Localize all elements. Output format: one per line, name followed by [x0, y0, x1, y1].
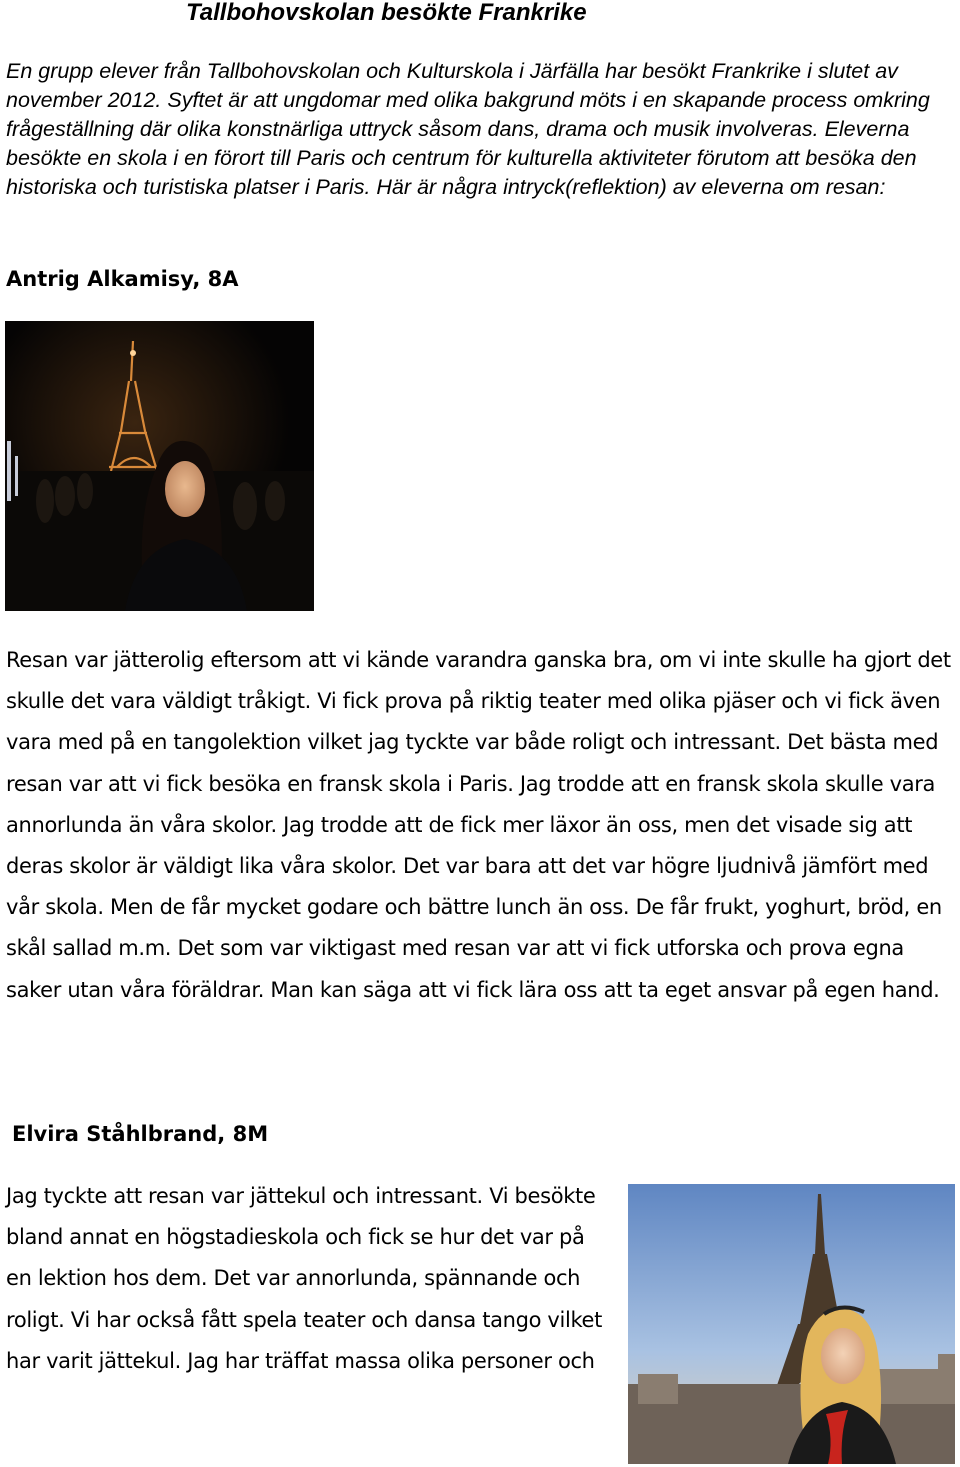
section-heading-elvira: Elvira Ståhlbrand, 8M [12, 1122, 269, 1146]
article-intro: En grupp elever från Tallbohovskolan och Kulturskola i Järfälla har besökt Frankrike i slutet av november 2012. Syftet är att ungdomar med olika bakgrund möts i en skapande process omkring frågeställning där olika konstnärliga uttryck såsom dans, drama och musik involveras. Eleverna besökte en skola i en förort till Paris och centrum för kulturella aktiviteter förutom att besöka den historiska och turistiska platser i Paris. Här är några intryck(reflektion) av eleverna om resan: [6, 59, 930, 199]
section-text-elvira: Jag tyckte att resan var jättekul och intressant. Vi besökte bland annat en högstadieskola och fick se hur det var på en lektion hos dem. Det var annorlunda, spännande och roligt. Vi har också fått spela teater och dansa tango vilket har varit jättekul. Jag har träffat massa olika personer och [6, 1184, 602, 1373]
night-eiffel-tower-photo [5, 321, 314, 611]
section-text-antrig: Resan var jätterolig eftersom att vi kände varandra ganska bra, om vi inte skulle ha gjort det skulle det vara väldigt tråkigt. Vi fick prova på riktig teater med olika pjäser och vi fick även vara med på en tangolektion vilket jag tyckte var både roligt och intressant. Det bästa med resan var att vi fick besöka en fransk skola i Paris. Jag trodde att en fransk skola skulle vara annorlunda än våra skolor. Jag trodde att de fick mer läxor än oss, men det visade sig att deras skolor är väldigt lika våra skolor. Det var bara att det var högre ljudnivå jämfört med vår skola. Men de får mycket godare och bättre lunch än oss. De får frukt, yoghurt, bröd, en skål sallad m.m. Det som var viktigast med resan var att vi fick utforska och prova egna saker utan våra föräldrar. Man kan säga att vi fick lära oss att ta eget ansvar på egen hand. [6, 648, 951, 1002]
daytime-eiffel-tower-photo [628, 1184, 955, 1464]
section-heading-antrig: Antrig Alkamisy, 8A [6, 267, 239, 291]
article-title: Tallbohovskolan besökte Frankrike [186, 0, 587, 26]
